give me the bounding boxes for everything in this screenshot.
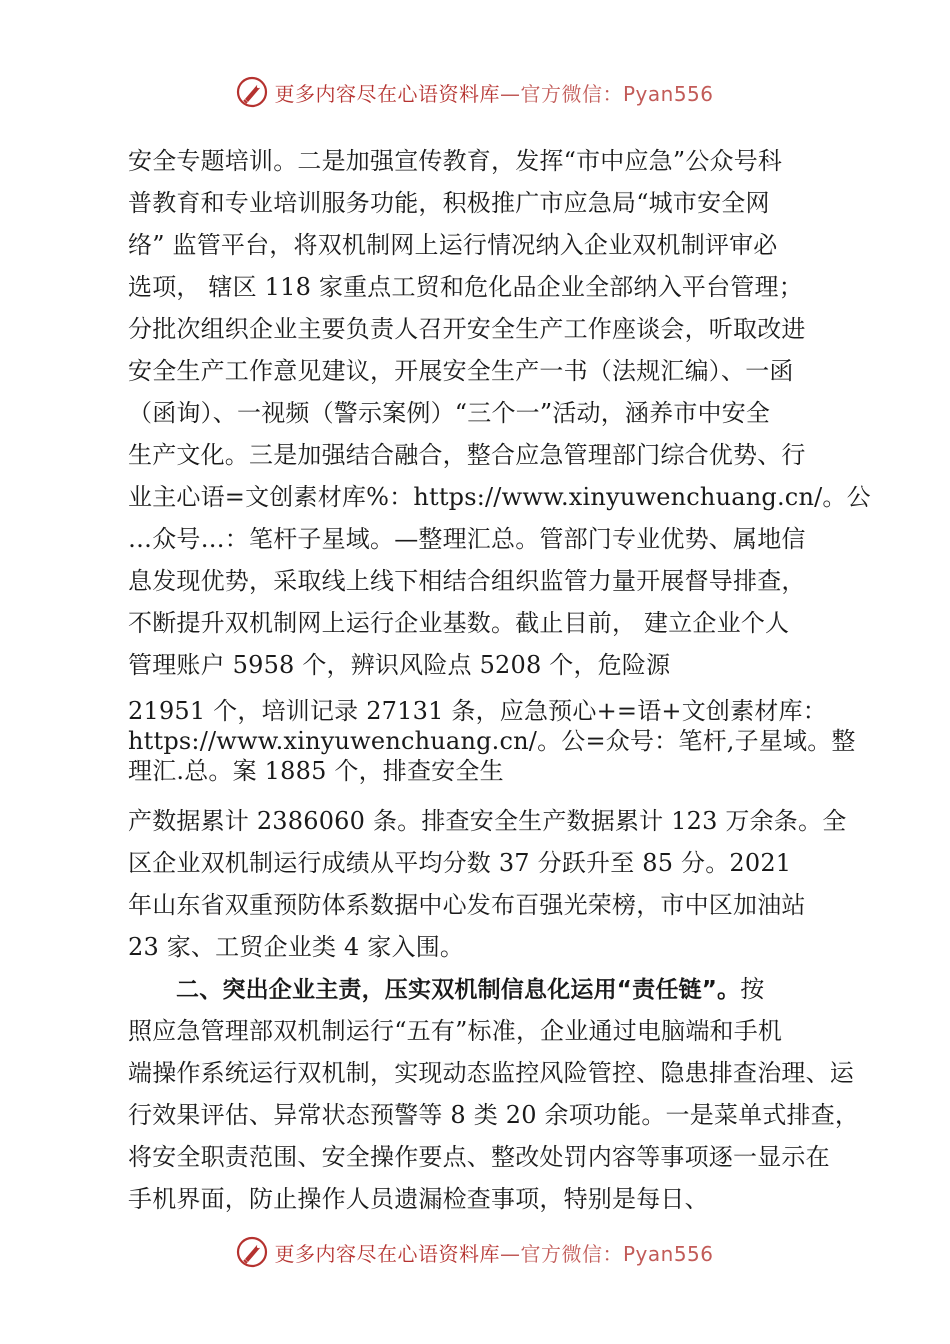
paragraph-line: 将安全职责范围、安全操作要点、整改处罚内容等事项逐一显示在 <box>128 1143 830 1171</box>
paragraph-line: （函询）、一视频（警示案例）“三个一”活动，涵养市中安全 <box>128 399 771 427</box>
pen-seal-logo-icon <box>236 76 268 108</box>
paragraph-line: 端操作系统运行双机制，实现动态监控风险管控、隐患排查治理、运 <box>128 1059 854 1087</box>
paragraph-line: 照应急管理部双机制运行“五有”标准，企业通过电脑端和手机 <box>128 1017 783 1045</box>
paragraph-line: 23 家、工贸企业类 4 家入围。 <box>128 933 465 961</box>
paragraph-line: 业主心语=文创素材库%：https://www.xinyuwenchuang.cn/。公 <box>128 483 871 511</box>
paragraph-line: 生产文化。三是加强结合融合，整合应急管理部门综合优势、行 <box>128 441 806 469</box>
paragraph-line: 区企业双机制运行成绩从平均分数 37 分跃升至 85 分。2021 <box>128 849 792 877</box>
paragraph-line: 管理账户 5958 个，辨识风险点 5208 个，危险源 <box>128 651 671 679</box>
section-heading-line: 二、突出企业主责，压实双机制信息化运用“责任链”。按 <box>176 975 765 1003</box>
paragraph-line: 产数据累计 2386060 条。排查安全生产数据累计 123 万余条。全 <box>128 807 847 835</box>
paragraph-line: 安全专题培训。二是加强宣传教育，发挥“市中应急”公众号科 <box>128 147 783 175</box>
paragraph-line: 理汇.总。案 1885 个，排查安全生 <box>128 757 504 785</box>
paragraph-line: https://www.xinyuwenchuang.cn/。公=众号：笔杆,子星域。整 <box>128 727 856 755</box>
paragraph-line: 分批次组织企业主要负责人召开安全生产工作座谈会，听取改进 <box>128 315 806 343</box>
paragraph-line: 选项， 辖区 118 家重点工贸和危化品企业全部纳入平台管理； <box>128 273 803 301</box>
footer-banner <box>0 1232 950 1272</box>
paragraph-line: 不断提升双机制网上运行企业基数。截止目前， 建立企业个人 <box>128 609 790 637</box>
document-body <box>128 140 871 1220</box>
paragraph-line: …众号…：笔杆子星域。—整理汇总。管部门专业优势、属地信 <box>128 525 806 553</box>
paragraph-line: 行效果评估、异常状态预警等 8 类 20 余项功能。一是菜单式排查， <box>128 1101 860 1129</box>
paragraph-line: 年山东省双重预防体系数据中心发布百强光荣榜，市中区加油站 <box>128 891 806 919</box>
paragraph-line: 安全生产工作意见建议，开展安全生产一书（法规汇编）、一函 <box>128 357 794 385</box>
header-banner <box>0 72 950 112</box>
paragraph-line: 普教育和专业培训服务功能，积极推广市应急局“城市安全网 <box>128 189 770 217</box>
paragraph-line: 21951 个，培训记录 27131 条，应急预心+=语+文创素材库： <box>128 697 827 725</box>
paragraph-line: 络” 监管平台，将双机制网上运行情况纳入企业双机制评审必 <box>128 231 778 259</box>
pen-seal-logo-icon <box>236 1236 268 1268</box>
paragraph-line: 手机界面，防止操作人员遗漏检查事项，特别是每日、 <box>128 1185 709 1213</box>
section-heading: 二、突出企业主责，压实双机制信息化运用“责任链”。 <box>176 977 741 1003</box>
banner-text: 更多内容尽在心语资料库—官方微信：Pyan556 <box>274 81 714 106</box>
banner-text: 更多内容尽在心语资料库—官方微信：Pyan556 <box>274 1241 714 1266</box>
paragraph-line: 息发现优势，采取线上线下相结合组织监管力量开展督导排查， <box>128 567 806 595</box>
